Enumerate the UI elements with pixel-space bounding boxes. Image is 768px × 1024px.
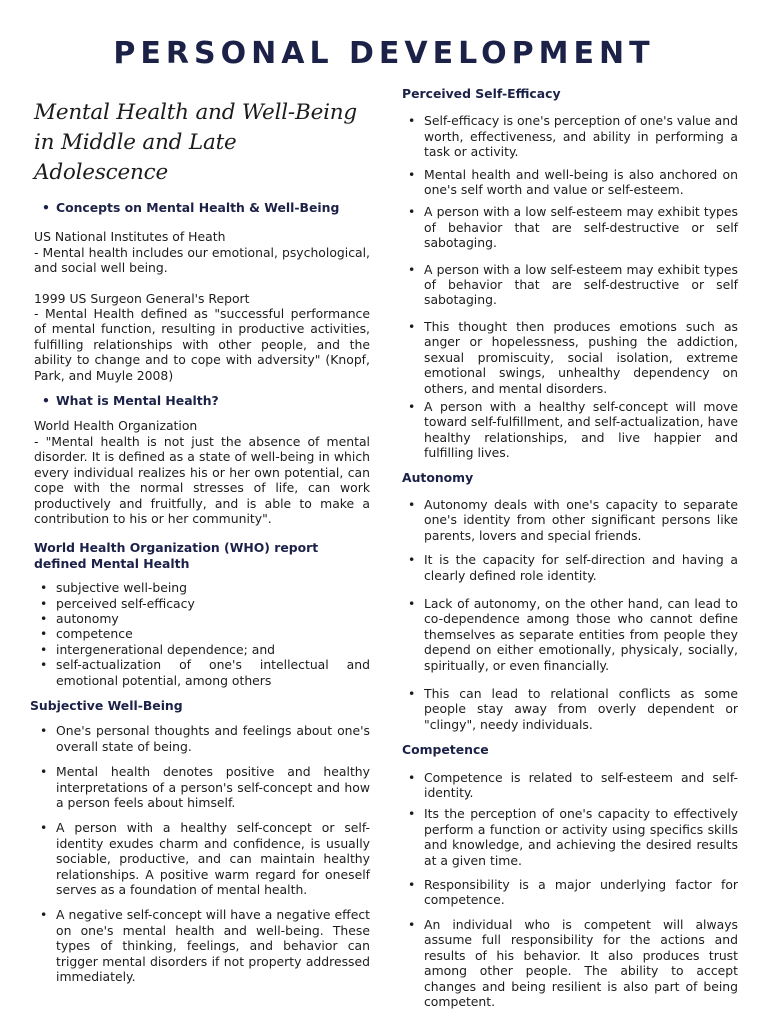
autonomy-heading: Autonomy xyxy=(402,469,474,485)
list-item: • A person with a low self-esteem may exhibit types of behavior that are self-destructive or self sabotaging. xyxy=(402,262,738,308)
list-item: • intergenerational dependence; and xyxy=(34,642,370,657)
list-item: • competence xyxy=(34,626,370,641)
nih-text: - Mental health includes our emotional, psychological, and social well being. xyxy=(34,244,370,276)
list-item: • Self-efficacy is one's perception of one's value and worth, effectiveness, and ability in performing a task or activity. xyxy=(402,113,738,159)
swb-list xyxy=(34,723,370,984)
who-list xyxy=(34,580,370,688)
what-heading: • What is Mental Health? xyxy=(34,393,370,408)
list-item: • Mental health and well-being is also anchored on one's self worth and value or self-esteem. xyxy=(402,167,738,198)
list-item: • A person with a low self-esteem may exhibit types of behavior that are self-destructive or self sabotaging. xyxy=(402,204,738,250)
competence-list xyxy=(402,770,738,1010)
nih-source: US National Institutes of Heath xyxy=(34,229,226,245)
who-text: - "Mental health is not just the absence of mental disorder. It is defined as a state of well-being in which every individual realizes his or her own potential, can cope with the normal stresses of life, can work productively and fruitfully, and is able to make a contribution to his or her community". xyxy=(34,433,370,526)
list-item: • Lack of autonomy, on the other hand, can lead to co-dependence among those who cannot define themselves as separate entities from people they depend on either emotionally, physicaly, socially, spiritually, or even financially. xyxy=(402,596,738,673)
list-item: • autonomy xyxy=(34,611,370,626)
list-item: • Its the perception of one's capacity to effectively perform a function or activity using specifics skills and knowledge, and achieving the desired results at a given time. xyxy=(402,806,738,868)
who-source: World Health Organization xyxy=(34,418,198,434)
pse-heading: Perceived Self-Efficacy xyxy=(402,86,561,101)
section-subtitle xyxy=(34,98,370,188)
surgeon-source: 1999 US Surgeon General's Report xyxy=(34,290,250,306)
list-item: • A negative self-concept will have a negative effect on one's mental health and well-being. These types of thinking, feelings, and behavior can trigger mental disorders if not property addressed immediately. xyxy=(34,907,370,984)
who-report-heading: World Health Organization (WHO) report defined Mental Health xyxy=(34,540,319,571)
swb-heading: Subjective Well-Being xyxy=(30,697,183,713)
list-item: • It is the capacity for self-direction and having a clearly defined role identity. xyxy=(402,552,738,583)
surgeon-text: - Mental Health defined as "successful performance of mental function, resulting in productive activities, fulfilling relationships with other people, and the ability to change and to cope with adversity" (Knopf, Park, and Muyle 2008) xyxy=(34,306,370,383)
autonomy-list xyxy=(402,497,738,732)
pse-list xyxy=(402,113,738,460)
page-title: PERSONAL DEVELOPMENT xyxy=(113,36,655,71)
list-item: • An individual who is competent will always assume full responsibility for the actions and results of his behavior. It also produces trust among other people. The ability to accept changes and being resilient is also part of being competent. xyxy=(402,917,738,1009)
left-column xyxy=(30,98,370,994)
subtitle-line-2: in Middle and Late Adolescence xyxy=(34,130,237,185)
list-item: • Responsibility is a major underlying factor for competence. xyxy=(402,877,738,908)
list-item: • self-actualization of one's intellectual and emotional potential, among others xyxy=(34,657,370,688)
list-item: • This can lead to relational conflicts as some people stay away from overly dependent or "clingy", needy individuals. xyxy=(402,686,738,732)
list-item: • Competence is related to self-esteem and self-identity. xyxy=(402,770,738,801)
list-item: • This thought then produces emotions such as anger or hopelessness, pushing the addiction, sexual promiscuity, social isolation, extreme emotional swings, unhealthy dependency on others, and mental disorders. xyxy=(402,319,738,396)
list-item: • perceived self-efficacy xyxy=(34,596,370,611)
list-item: • Mental health denotes positive and healthy interpretations of a person's self-concept and how a person feels about himself. xyxy=(34,764,370,810)
concepts-heading: • Concepts on Mental Health & Well-Being xyxy=(34,200,370,215)
list-item: • A person with a healthy self-concept or self-identity exudes charm and confidence, is usually sociable, productive, and can maintain healthy relationships. A positive warm regard for oneself serves as a foundation of mental health. xyxy=(34,820,370,897)
competence-heading: Competence xyxy=(402,742,489,758)
list-item: • Autonomy deals with one's capacity to separate one's identity from other significant persons like parents, lovers and special friends. xyxy=(402,497,738,543)
list-item: • One's personal thoughts and feelings about one's overall state of being. xyxy=(34,723,370,754)
subtitle-line-1: Mental Health and Well-Being xyxy=(34,100,357,125)
list-item: • A person with a healthy self-concept will move toward self-fulfillment, and self-actualization, have healthy relationships, and live happier and fulfilling lives. xyxy=(402,399,738,461)
right-column xyxy=(402,86,738,1019)
list-item: • subjective well-being xyxy=(34,580,370,595)
